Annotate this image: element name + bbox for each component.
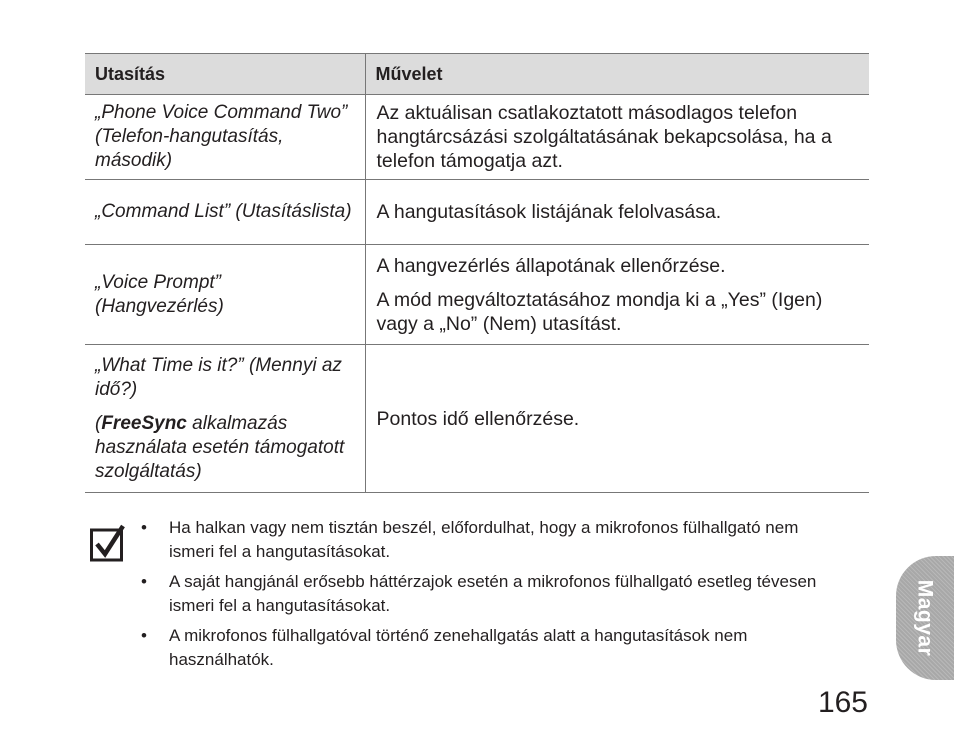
action-text: Az aktuálisan csatlakoztatott másodlagos telefon hangtárcsázási szolgáltatásának bekapcsolása, ha a telefon támogatja azt.	[376, 102, 832, 172]
command-cell: „Command List” (Utasításlista)	[85, 180, 365, 245]
note-item: • A saját hangjánál erősebb háttérzajok esetén a mikrofonos fülhallgató esetleg tévesen ismeri fel a hangutasításokat.	[141, 572, 817, 615]
action-cell	[365, 245, 869, 345]
action-cell	[365, 95, 869, 180]
command-cell: „Voice Prompt” (Hangvezérlés)	[85, 245, 365, 345]
app-name: FreeSync	[101, 412, 187, 434]
table-header-row	[85, 54, 869, 95]
command-note: (FreeSync alkalmazás használata esetén támogatott szolgáltatás)	[95, 412, 345, 482]
checkbox-icon	[90, 524, 126, 562]
column-header-command: Utasítás	[85, 54, 365, 95]
table-row	[85, 180, 869, 245]
action-text: A hangvezérlés állapotának ellenőrzése.	[376, 254, 726, 277]
action-cell	[365, 345, 869, 493]
command-cell: „Phone Voice Command Two” (Telefon-hangutasítás, második)	[85, 95, 365, 180]
command-text: „What Time is it?” (Mennyi az idő?)	[95, 354, 342, 400]
column-header-action: Művelet	[365, 54, 869, 95]
note-item: • A mikrofonos fülhallgatóval történő zenehallgatás alatt a hangutasítások nem használhatók.	[141, 626, 748, 669]
action-cell	[365, 180, 869, 245]
action-text: A mód megváltoztatásához mondja ki a „Yes” (Igen) vagy a „No” (Nem) utasítást.	[376, 288, 823, 335]
page-number: 165	[817, 686, 868, 719]
table-row	[85, 245, 869, 345]
bullet-icon: •	[141, 626, 147, 645]
command-cell	[85, 345, 365, 493]
bullet-icon: •	[141, 572, 147, 591]
table-row	[85, 345, 869, 493]
bullet-icon: •	[141, 518, 147, 537]
language-side-tab	[896, 556, 954, 680]
action-text: A hangutasítások listájának felolvasása.	[376, 201, 722, 223]
action-text: Pontos idő ellenőrzése.	[376, 407, 580, 430]
language-label: Magyar	[913, 579, 936, 657]
voice-command-table	[85, 53, 869, 493]
table-row	[85, 95, 869, 180]
note-list	[141, 516, 841, 678]
note-item: • Ha halkan vagy nem tisztán beszél, előfordulhat, hogy a mikrofonos fülhallgató nem ismeri fel a hangutasításokat.	[141, 518, 799, 561]
